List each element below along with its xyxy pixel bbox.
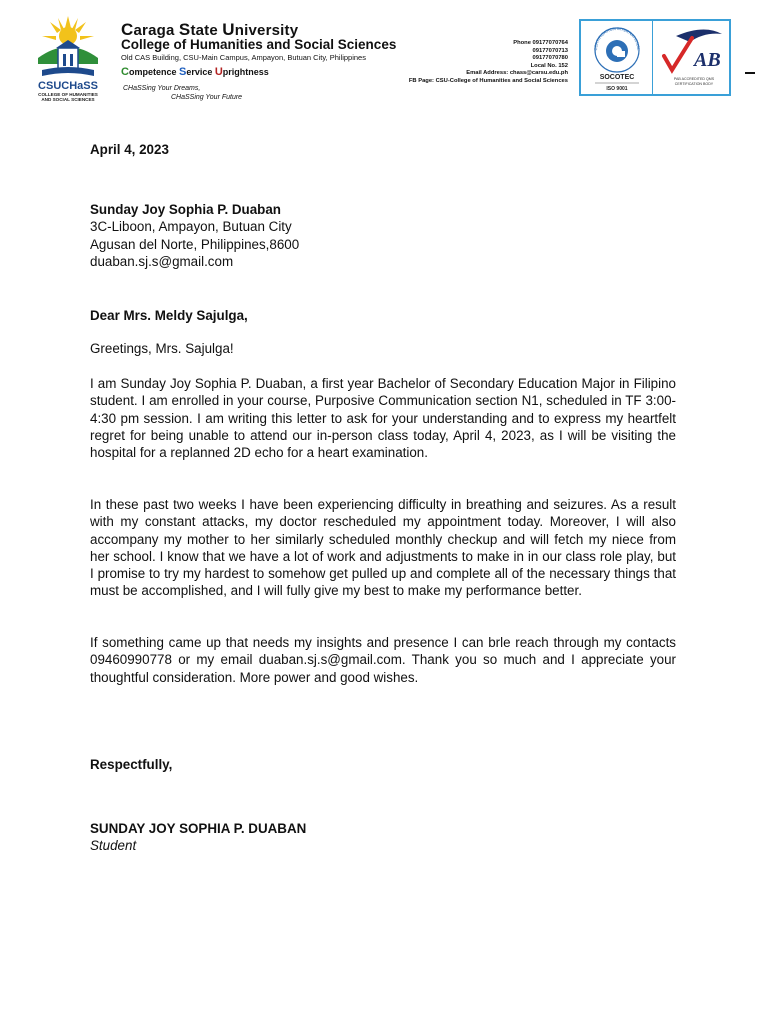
tagline-line2: CHaSSing Your Future xyxy=(171,94,243,101)
signature-role: Student xyxy=(90,838,137,853)
recipient-address-line2: Agusan del Norte, Philippines,8600 xyxy=(90,236,300,252)
socotec-name: SOCOTEC xyxy=(599,74,635,81)
signature-name: SUNDAY JOY SOPHIA P. DUABAN xyxy=(90,821,307,836)
recipient-name: Sunday Joy Sophia P. Duaban xyxy=(90,202,281,217)
recipient-block xyxy=(90,201,676,270)
body-paragraph-2: In these past two weeks I have been experiencing difficulty in breathing and seizures. As a result with my constant attacks, my doctor rescheduled my appointment today. Moreover, I will also accompany my mother to her similarly scheduled monthly checkup and will fetch my niece from her school. I know that we have a lot of work and adjustments to make in in our class role play, but I promise to try my hardest to somehow get pulled up and complete all of the necessary things that must be accomplished, and I will fully give my best to make my performance better. xyxy=(90,497,676,599)
college-logo xyxy=(28,14,108,104)
contact-block xyxy=(409,40,568,86)
logo-subtitle-line2: AND SOCIAL SCIENCES xyxy=(41,97,95,102)
body-paragraph-1: I am Sunday Joy Sophia P. Duaban, a first year Bachelor of Secondary Education Major in Filipino student. I am enrolled in your course, Purposive Communication section N1, scheduled in TF 3:00-4:30 pm session. I am writing this letter to ask for your understanding and to express my heartfelt regret for being unable to attend our in-person class today, April 4, 2023, as I will be visiting the hospital for a replanned 2D echo for a heart examination. xyxy=(90,376,676,461)
university-name: Caraga State University xyxy=(121,20,299,39)
phone-line-2: 09177070713 xyxy=(532,47,568,54)
email-address: Email Address: chass@carsu.edu.ph xyxy=(466,70,568,77)
local-number: Local No. 152 xyxy=(530,62,568,69)
header-dash xyxy=(745,72,755,74)
socotec-iso: ISO 9001 xyxy=(606,86,628,92)
tagline-line1: CHaSSing Your Dreams, xyxy=(123,85,201,92)
phone-line-1: Phone 09177070764 xyxy=(513,40,568,46)
college-motto: Competence Service Uprightness xyxy=(121,66,269,78)
phone-line-3: 09177070780 xyxy=(532,55,568,62)
logo-subtitle-line1: COLLEGE OF HUMANITIES xyxy=(38,92,98,97)
pab-sub-line1: PAB ACCREDITED QMS xyxy=(673,77,715,81)
recipient-email: duaban.sj.s@gmail.com xyxy=(90,253,234,269)
socotec-arc-text: CERTIFICATION INTERNATIONAL xyxy=(592,25,642,51)
socotec-iso-badge xyxy=(583,22,651,94)
logo-title: CSUCHaSS xyxy=(38,80,98,92)
recipient-address-line1: 3C-Liboon, Ampayon, Butuan City xyxy=(90,219,292,235)
college-address: Old CAS Building, CSU-Main Campus, Ampayon, Butuan City, Philippines xyxy=(121,53,366,62)
closing: Respectfully, xyxy=(90,757,173,772)
svg-text:CSUCHaSS xyxy=(38,80,98,92)
salutation: Dear Mrs. Meldy Sajulga, xyxy=(90,308,248,323)
fb-page: FB Page: CSU-College of Humanities and Social Sciences xyxy=(408,77,568,84)
pab-accreditation-badge xyxy=(656,22,728,94)
college-name: College of Humanities and Social Sciences xyxy=(121,37,397,52)
certification-divider xyxy=(652,21,653,94)
letter-date: April 4, 2023 xyxy=(90,142,169,157)
greeting: Greetings, Mrs. Sajulga! xyxy=(90,341,234,356)
body-paragraph-3: If something came up that needs my insights and presence I can brle reach through my contacts 09460990778 or my email duaban.sj.s@gmail.com. Thank you so much and I appreciate your thoughtful consideration. More power and good wishes. xyxy=(90,635,676,685)
pab-sub-line2: CERTIFICATION BODY xyxy=(674,82,714,86)
pab-logo-text: AB xyxy=(694,49,721,71)
